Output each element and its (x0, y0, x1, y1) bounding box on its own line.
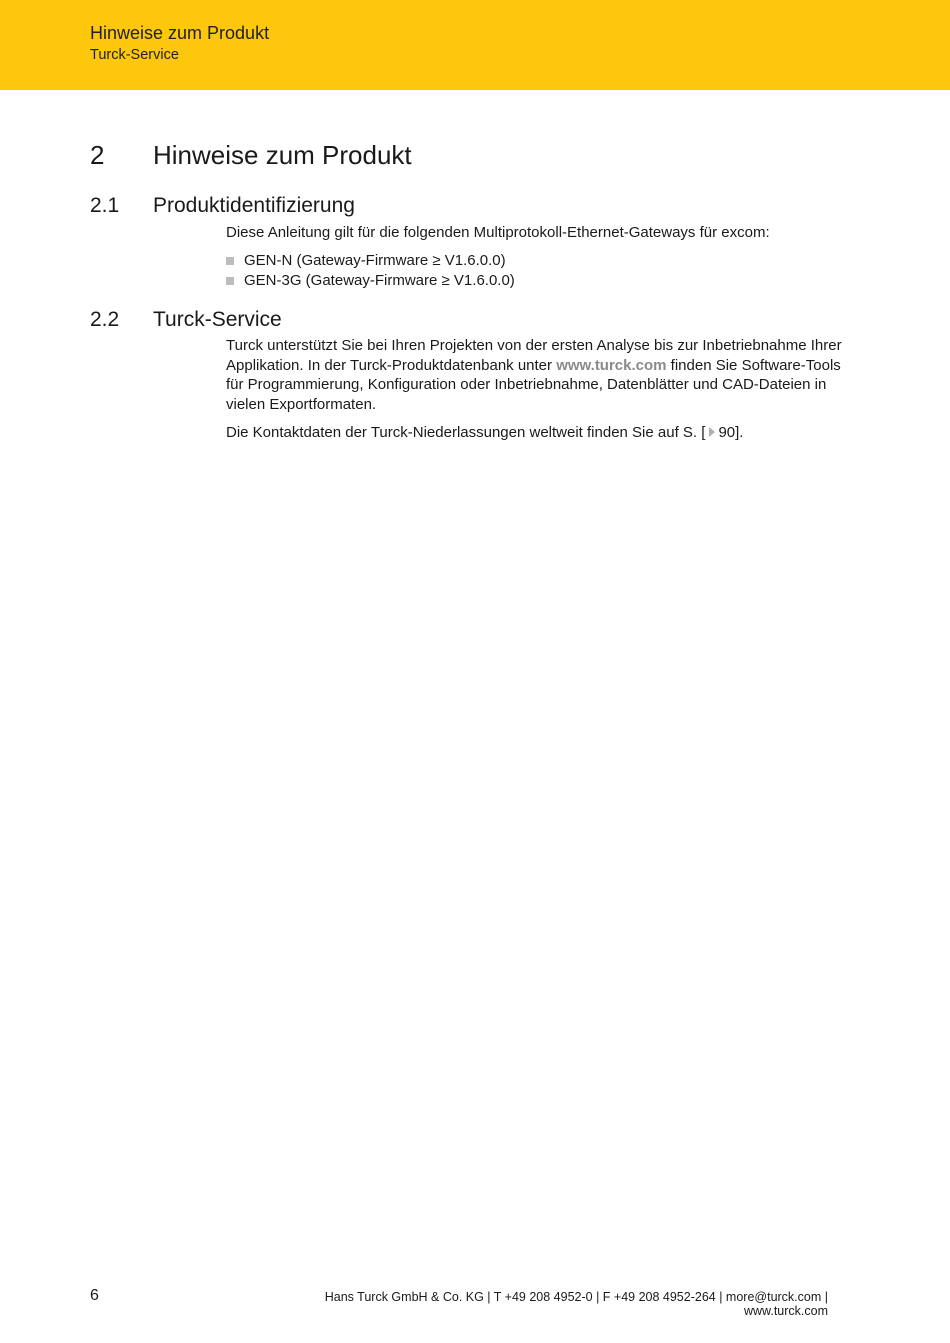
bullet-square-icon (226, 257, 234, 265)
page-header (0, 0, 950, 90)
list-item-text: GEN-N (Gateway-Firmware ≥ V1.6.0.0) (244, 252, 506, 269)
product-list (226, 251, 515, 291)
contact-text-start: Die Kontaktdaten der Turck-Niederlassungen weltweit finden Sie auf S. [ (226, 424, 706, 441)
contact-paragraph (226, 423, 850, 443)
contact-text-end: ]. (735, 424, 744, 441)
section-2-1-number: 2.1 (90, 194, 120, 217)
section-2-1-intro: Diese Anleitung gilt für die folgenden Multiprotokoll-Ethernet-Gateways für excom: (226, 224, 770, 241)
section-2-2-title: Turck-Service (153, 308, 282, 331)
list-item (226, 271, 515, 291)
page-reference-arrow-icon (709, 427, 715, 437)
header-subtitle: Turck-Service (90, 47, 179, 63)
list-item (226, 251, 515, 271)
service-text-end: finden Sie Software-Tools für Programmierung, Konfiguration oder Inbetriebnahme, Datenblätter und CAD-Dateien in vielen Exportformaten. (226, 356, 841, 413)
chapter-title: Hinweise zum Produkt (153, 140, 412, 170)
page-reference-link[interactable] (705, 424, 735, 441)
turck-website-link[interactable]: www.turck.com (556, 356, 667, 374)
list-item-text: GEN-3G (Gateway-Firmware ≥ V1.6.0.0) (244, 272, 515, 289)
bullet-square-icon (226, 277, 234, 285)
service-paragraph (226, 336, 850, 414)
page-reference-number: 90 (718, 424, 736, 441)
footer-contact: Hans Turck GmbH & Co. KG | T +49 208 4952-0 | F +49 208 4952-264 | more@turck.com | www.turck.com (324, 1290, 828, 1318)
page-number: 6 (90, 1287, 99, 1304)
service-text-start: Turck unterstützt Sie bei Ihren Projekten von der ersten Analyse bis zur Inbetriebnahme Ihrer Applikation. In der Turck-Produktdatenbank unter (226, 337, 842, 374)
header-title: Hinweise zum Produkt (90, 23, 270, 43)
chapter-number: 2 (90, 140, 105, 170)
section-2-2-number: 2.2 (90, 308, 120, 331)
section-2-1-title: Produktidentifizierung (153, 194, 355, 217)
